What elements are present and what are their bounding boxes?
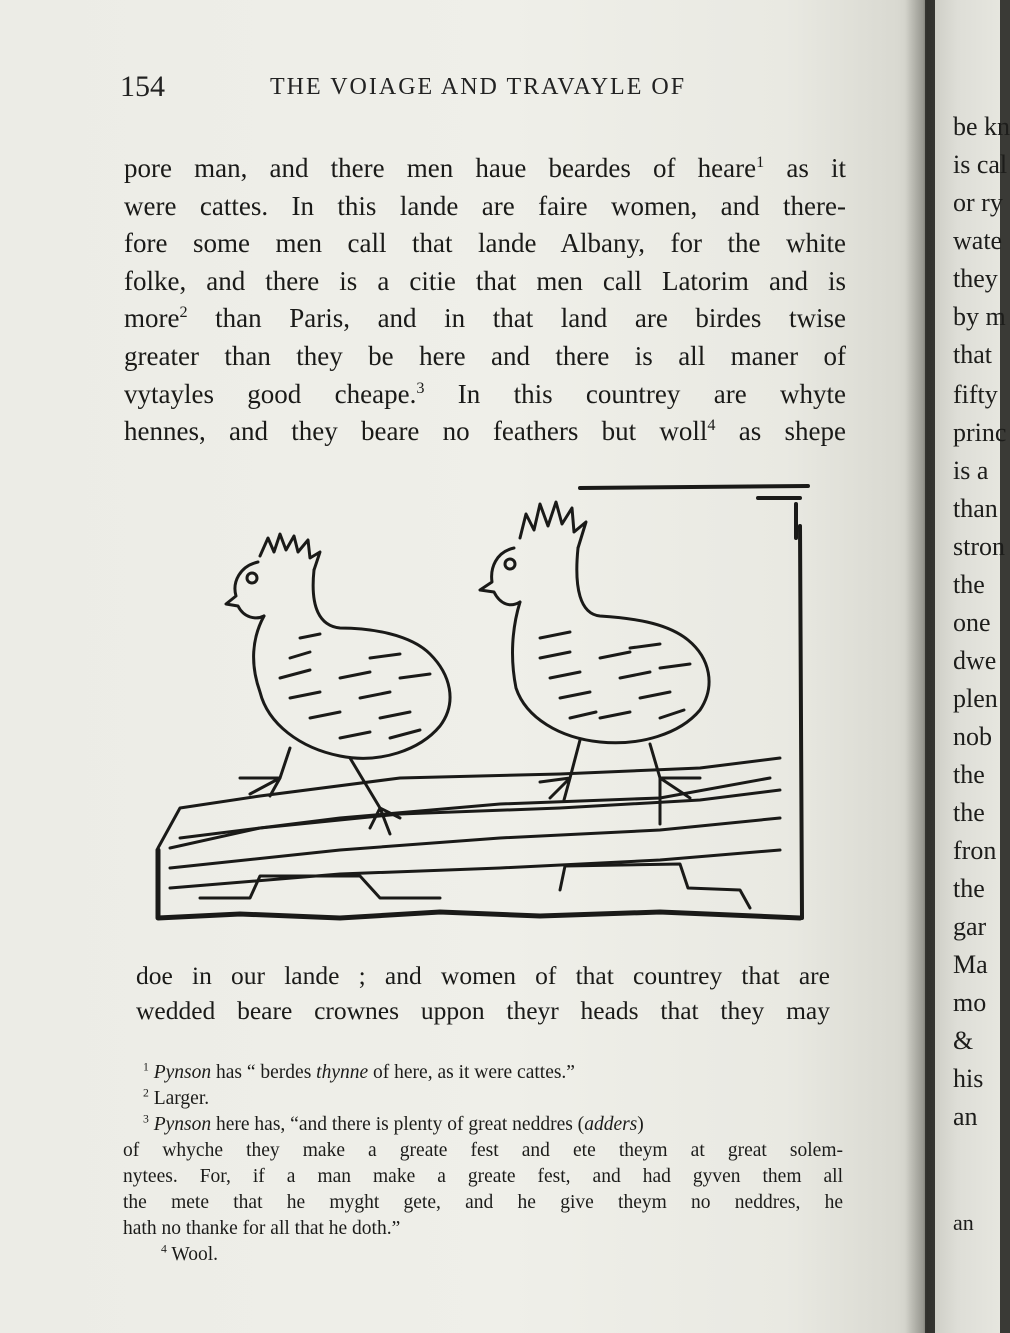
right-page-fragment: is cal [953,150,1008,179]
page-header [120,68,840,108]
text-line: pore man, and there men haue beardes of heare$^1$ as it [124,153,846,183]
footnote-3-line: the mete that he myght gete, and he give theym no neddres, he [123,1192,843,1213]
body-paragraph [124,150,846,451]
right-page-fragment: his [953,1064,984,1093]
running-title: THE VOIAGE AND TRAVAYLE OF [270,74,687,100]
text-line: wedded beare crownes uppon theyr heads that they may [136,996,830,1025]
text-line: greater than they be here and there is all maner of [124,340,846,371]
footnote-ref: 4 [707,416,716,435]
text-line: doe in our lande ; and women of that countrey that are [136,961,830,990]
footnote-4: $^4$ Wool. [161,1242,219,1265]
footnote-3-line: nytees. For, if a man make a greate fest, and had gyven them all [123,1166,843,1187]
right-page-fragment: the [953,570,985,599]
right-page-fragment: gar [953,912,987,941]
right-page-fragment: plen [953,684,998,713]
right-page-fragment: & [953,1026,974,1055]
text-line: folke, and there is a citie that men call Latorim and is [124,265,846,296]
right-page-fragment: one [953,608,991,637]
right-page-fragment: fifty [953,380,998,409]
page-number: 154 [120,70,165,103]
text-line: vytayles good cheape.$^3$ In this countrey are whyte [124,378,847,409]
woodcut-hens-illustration [140,478,820,938]
text-line: hennes, and they beare no feathers but woll$^4$ as shepe [124,416,846,447]
right-page-fragment: Ma [953,950,988,979]
right-page-fragment: stron [953,532,1005,561]
right-page-fragment: the [953,874,985,903]
footnote-ref: 3 [416,378,425,397]
footnote-3-line: hath no thanke for all that he doth.” [123,1218,401,1239]
body-paragraph-continued [136,958,830,1028]
right-page-fragment: the [953,760,985,789]
right-page-fragment: dwe [953,646,997,675]
right-page-fragment: wate [953,226,1003,255]
footnote-ref: 2 [179,303,188,322]
right-page-fragment: princ [953,418,1007,447]
right-page-fragment: be kn [953,112,1010,141]
footnote-3: $^3$ Pynson here has, “and there is plenty of great neddres (adders) [143,1112,644,1135]
text-line: more$^2$ than Paris, and in that land are birdes twise [124,303,846,334]
right-page-fragment: than [953,494,998,523]
right-page-fragment: they [953,264,998,293]
right-page-fragment: nob [953,722,992,751]
footnote-3-line: of whyche they make a greate fest and ete theym at great solem- [123,1140,843,1161]
footnote-1: $^1$ Pynson has “ berdes thynne of here, as it were cattes.” [143,1060,575,1083]
book-page-right-edge [935,0,1010,1333]
right-page-fragment: or ry [953,188,1003,217]
right-page-fragment: mo [953,988,987,1017]
footnotes [123,1060,843,1268]
right-page-fragment: by m [953,302,1006,331]
right-page-fragment: the [953,798,985,827]
right-page-fragment: fron [953,836,997,865]
footnote-2: $^2$ Larger. [143,1086,210,1109]
right-page-fragment: that [953,340,992,369]
footnote-ref: 1 [756,153,765,171]
right-page-fragment: is a [953,456,989,485]
right-page-fragment: an [953,1102,978,1131]
text-line: fore some men call that lande Albany, for the white [124,228,846,259]
right-page-fragment: an [953,1210,974,1235]
text-line: were cattes. In this lande are faire women, and there- [124,190,846,221]
